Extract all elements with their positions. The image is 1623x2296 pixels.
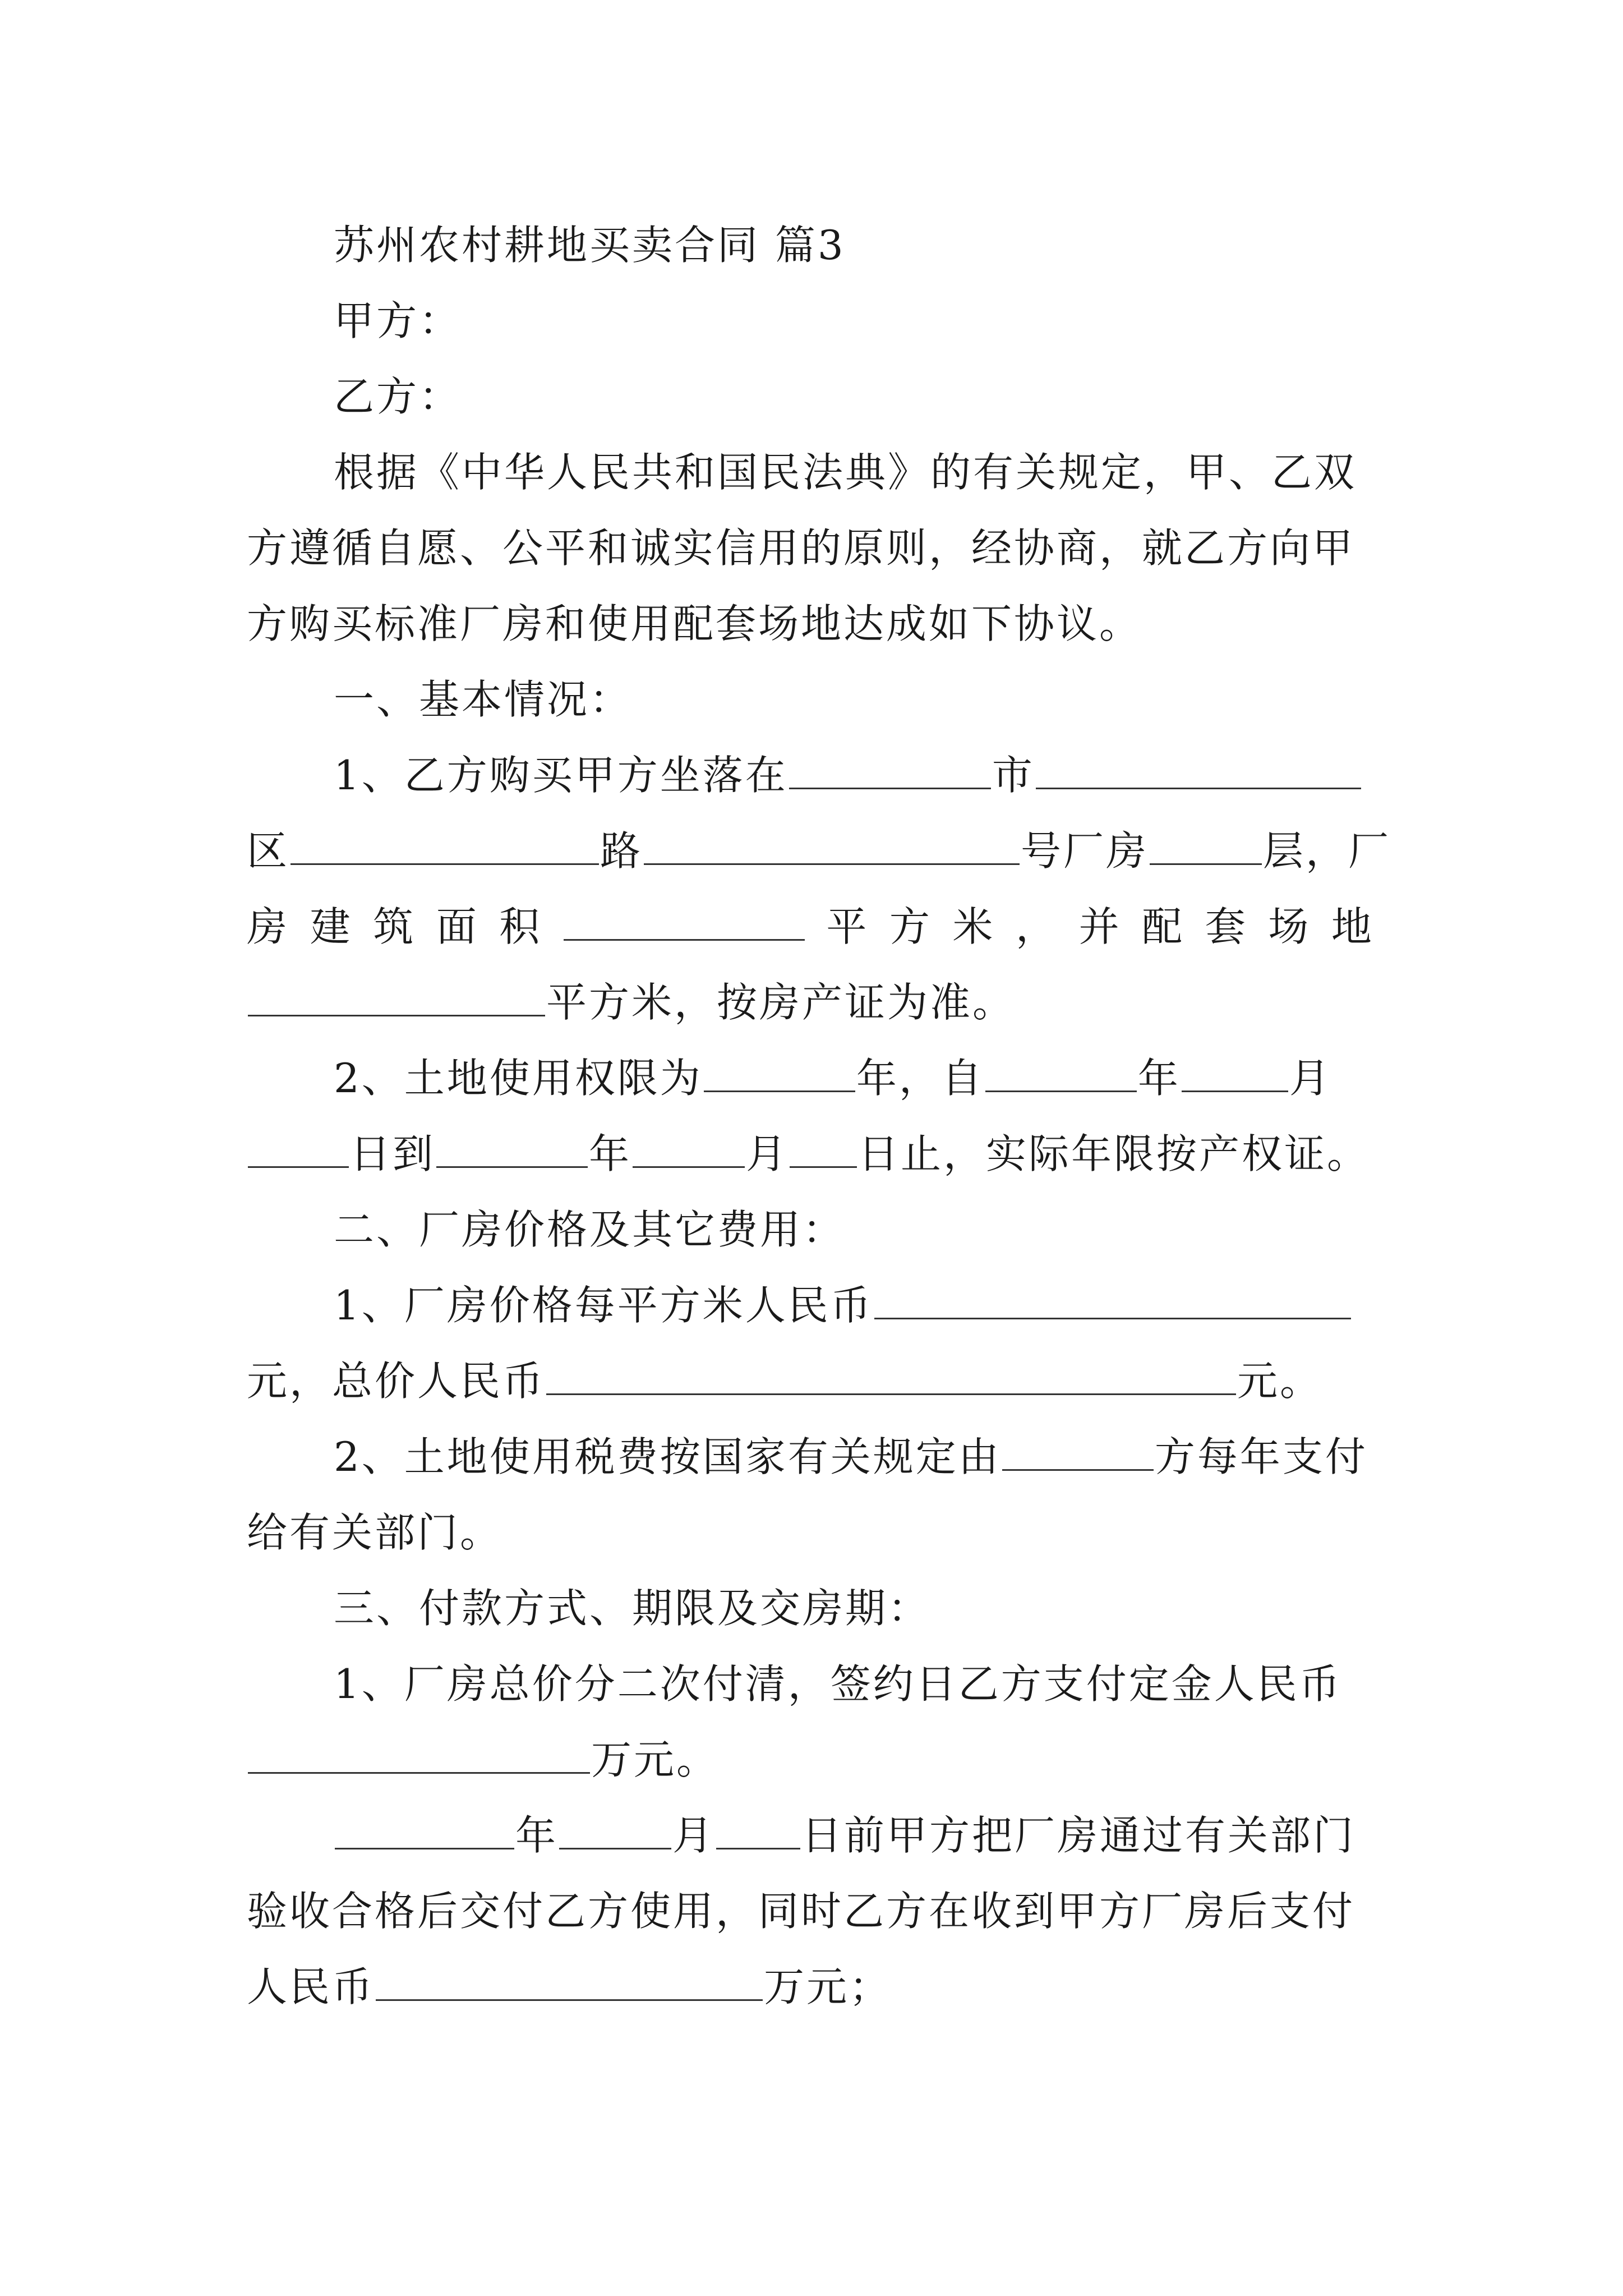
clause-char: 并 — [1078, 903, 1122, 950]
fill-blank-delivery-day[interactable] — [716, 1811, 800, 1849]
fill-blank-site-area[interactable] — [248, 978, 545, 1016]
clause-char: ， — [1016, 903, 1059, 950]
clause-3-2-line-1 — [334, 1810, 1355, 1861]
fill-blank-deposit[interactable] — [248, 1735, 590, 1774]
clause-text: 日前甲方把厂房通过有关部门 — [801, 1812, 1356, 1859]
clause-text: 区 — [247, 827, 290, 875]
fill-blank-start-day[interactable] — [248, 1129, 349, 1168]
clause-3-1-line-2 — [247, 1734, 719, 1785]
fill-blank-delivery-year[interactable] — [335, 1811, 514, 1849]
clause-3-2-line-2: 验收合格后交付乙方使用，同时乙方在收到甲方厂房后支付 — [247, 1888, 1355, 1935]
clause-char: 平 — [826, 903, 869, 950]
fill-blank-years[interactable] — [704, 1053, 855, 1092]
clause-text: 万元。 — [591, 1736, 720, 1783]
fill-blank-start-month[interactable] — [1182, 1053, 1288, 1092]
clause-text: 月 — [672, 1812, 716, 1859]
clause-text: 元。 — [1237, 1358, 1323, 1405]
clause-char: 套 — [1205, 903, 1248, 950]
party-b-label: 乙方： — [334, 373, 462, 420]
clause-text: 1、乙方购买甲方坐落在 — [334, 752, 788, 799]
clause-char: 建 — [310, 903, 353, 950]
document-title: 苏州农村耕地买卖合同 篇3 — [334, 222, 846, 269]
clause-char: 米 — [952, 903, 995, 950]
clause-text: 方每年支付 — [1154, 1433, 1368, 1480]
clause-1-1-line-2 — [247, 826, 1391, 876]
clause-1-2-line-1 — [334, 1053, 1332, 1103]
clause-text: 日止，实际年限按产权证。 — [858, 1130, 1370, 1177]
clause-char: 地 — [1331, 903, 1374, 950]
clause-1-1-line-3 — [247, 901, 1374, 952]
fill-blank-total-price[interactable] — [546, 1356, 1236, 1395]
clause-text: 年 — [589, 1130, 632, 1177]
clause-text: 元，总价人民币 — [247, 1358, 546, 1405]
clause-char: 场 — [1268, 903, 1311, 950]
party-a-label: 甲方： — [334, 297, 462, 344]
section-1-heading: 一、基本情况： — [334, 676, 633, 723]
clause-2-1-line-1 — [334, 1280, 1352, 1331]
clause-2-2-line-2: 给有关部门。 — [247, 1509, 503, 1556]
fill-blank-delivery-month[interactable] — [559, 1811, 671, 1849]
fill-blank-district-name[interactable] — [291, 826, 599, 865]
clause-text: 年 — [515, 1812, 559, 1859]
fill-blank-floor[interactable] — [1150, 826, 1262, 865]
clause-text: 日到 — [350, 1130, 436, 1177]
clause-text: 1、厂房价格每平方米人民币 — [334, 1282, 873, 1329]
clause-2-2-line-1 — [334, 1432, 1368, 1482]
section-3-heading: 三、付款方式、期限及交房期： — [334, 1585, 931, 1632]
clause-char: 筑 — [373, 903, 416, 950]
clause-1-2-line-2 — [247, 1129, 1370, 1179]
fill-blank-tax-party[interactable] — [1002, 1432, 1154, 1471]
clause-char: 面 — [436, 903, 479, 950]
clause-text: 2、土地使用税费按国家有关规定由 — [334, 1433, 1001, 1480]
clause-char: 配 — [1142, 903, 1185, 950]
clause-text: 年，自 — [856, 1055, 984, 1102]
clause-1-1-line-1 — [334, 750, 1362, 800]
fill-blank-building-area[interactable] — [564, 902, 805, 941]
clause-text: 路 — [600, 827, 643, 875]
clause-char: 方 — [889, 903, 932, 950]
clause-text: 万元； — [764, 1963, 892, 2010]
clause-text: 2、土地使用权限为 — [334, 1055, 703, 1102]
fill-blank-district[interactable] — [1036, 751, 1361, 789]
clause-3-2-line-3 — [247, 1962, 892, 2012]
clause-text: 市 — [992, 752, 1035, 799]
section-2-heading: 二、厂房价格及其它费用： — [334, 1206, 846, 1253]
fill-blank-end-year[interactable] — [436, 1129, 588, 1168]
clause-char: 房 — [247, 903, 290, 950]
clause-3-1-line-1: 1、厂房总价分二次付清，签约日乙方支付定金人民币 — [334, 1660, 1342, 1708]
fill-blank-end-month[interactable] — [633, 1129, 745, 1168]
fill-blank-unit-price[interactable] — [874, 1281, 1351, 1319]
clause-1-1-line-4 — [247, 977, 1015, 1028]
clause-text: 层，厂 — [1263, 827, 1391, 875]
clause-text: 号厂房 — [1021, 827, 1149, 875]
clause-text: 月 — [1289, 1055, 1332, 1102]
clause-text: 人民币 — [247, 1963, 375, 2010]
clause-text: 年 — [1137, 1055, 1181, 1102]
intro-line-3: 方购买标准厂房和使用配套场地达成如下协议。 — [247, 600, 1142, 647]
clause-text: 月 — [746, 1130, 789, 1177]
clause-2-1-line-2 — [247, 1356, 1322, 1406]
intro-line-1: 根据《中华人民共和国民法典》的有关规定，甲、乙双 — [334, 449, 1357, 496]
clause-text: 平方米，按房产证为准。 — [546, 979, 1016, 1026]
fill-blank-road[interactable] — [644, 826, 1020, 865]
fill-blank-start-year[interactable] — [985, 1053, 1137, 1092]
fill-blank-balance-payment[interactable] — [376, 1962, 763, 2001]
fill-blank-city[interactable] — [789, 751, 991, 789]
intro-line-2: 方遵循自愿、公平和诚实信用的原则，经协商，就乙方向甲 — [247, 524, 1355, 572]
clause-char: 积 — [499, 903, 542, 950]
fill-blank-end-day[interactable] — [790, 1129, 857, 1168]
